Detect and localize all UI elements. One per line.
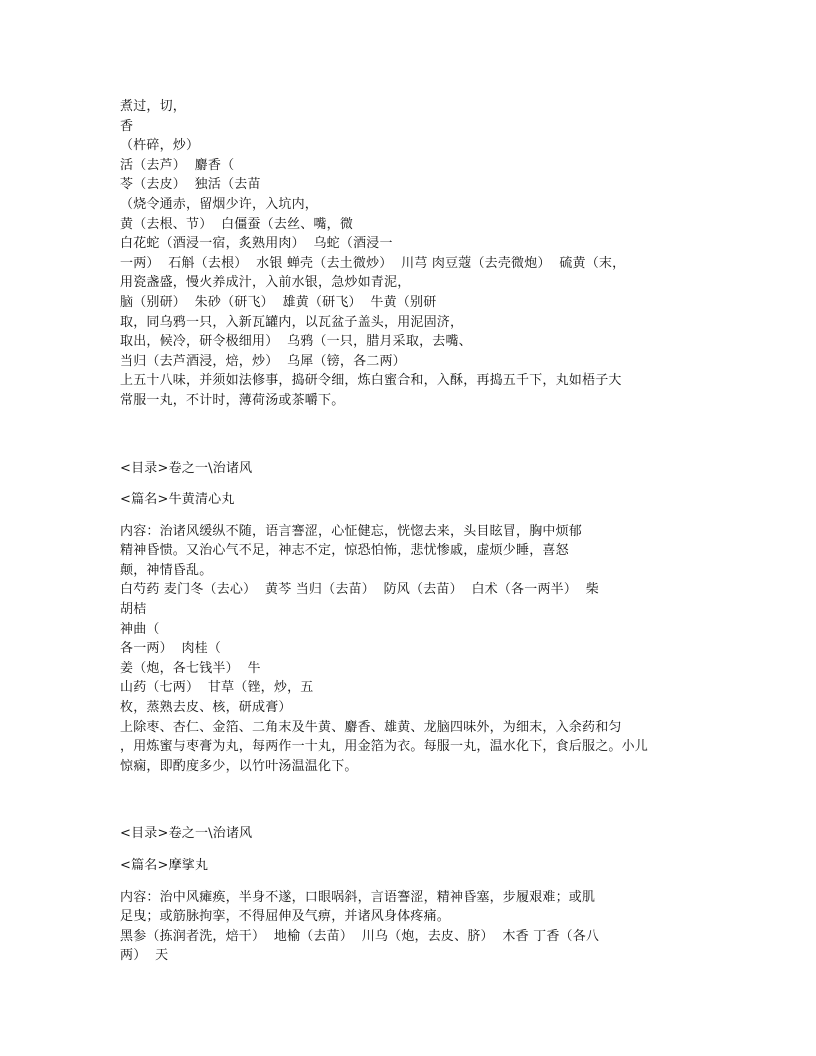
- text-line: 内容：治诸风缓纵不随，语言謇涩，心怔健忘，恍惚去来，头目眩冒，胸中烦郁: [120, 523, 583, 539]
- text-line: 神曲（: [120, 621, 160, 637]
- niuhuang-qingxin-wan-section: [120, 459, 720, 777]
- text-line: 白花蛇（酒浸一宿，炙熟用肉） 乌蛇（酒浸一: [120, 236, 393, 252]
- text-line: 脑（别研） 朱砂（研飞） 雄黄（研飞） 牛黄（别研: [120, 294, 437, 310]
- text-line: 精神昏愦。又治心气不足，神志不定，惊恐怕怖，悲忧惨戚，虚烦少睡，喜怒: [120, 543, 569, 559]
- text-line: 惊痫，即酌度多少，以竹叶汤温温化下。: [120, 758, 358, 774]
- text-line: 足曳；或筋脉拘挛，不得屈伸及气痹，并诸风身体疼痛。: [120, 909, 451, 925]
- text-line: 山药（七两） 甘草（锉，炒，五: [120, 680, 314, 696]
- text-line: 取，同乌鸦一只，入新瓦罐内，以瓦盆子盖头，用泥固济，: [120, 314, 464, 330]
- document-page: [120, 97, 720, 966]
- text-line: 枚，蒸熟去皮、核，研成膏）: [120, 700, 292, 716]
- text-line: 黄（去根、节） 白僵蚕（去丝、嘴，微: [120, 216, 354, 232]
- text-line: 苓（去皮） 独活（去苗: [120, 177, 261, 193]
- text-line: 香: [120, 118, 134, 134]
- text-line: 活（去芦） 麝香（: [120, 157, 235, 173]
- text-line: 上五十八味，并须如法修事，捣研令细，炼白蜜合和，入酥，再捣五千下，丸如梧子大: [120, 373, 622, 389]
- text-line: 煮过，切，: [120, 99, 187, 114]
- text-line: 用瓷盏盛，慢火养成汁，入前水银，急炒如青泥，: [120, 275, 411, 291]
- text-line: （烧令通赤，留烟少许，入坑内，: [120, 196, 319, 212]
- text-line: 胡桔: [120, 602, 147, 618]
- text-line: 上除枣、杏仁、金箔、二角末及牛黄、麝香、雄黄、龙脑四味外，为细末，入余药和匀: [120, 719, 622, 735]
- text-line: 姜（炮，各七钱半） 牛: [120, 660, 261, 676]
- text-line: 常服一丸，不计时，薄荷汤或茶嚼下。: [120, 392, 345, 408]
- text-line: 当归（去芦酒浸，焙，炒） 乌犀（镑，各二两）: [120, 353, 406, 369]
- article-title: <篇名>摩挲丸: [120, 858, 209, 873]
- text-line: 白芍药 麦门冬（去心） 黄芩 当归（去苗） 防风（去苗） 白术（各一两半） 柴: [120, 582, 599, 598]
- catalog-heading: <目录>卷之一\治诸风: [120, 460, 253, 476]
- article-title: <篇名>牛黄清心丸: [120, 492, 235, 508]
- catalog-heading: <目录>卷之一\治诸风: [120, 826, 253, 842]
- text-line: 各一两） 肉桂（: [120, 641, 222, 657]
- text-line: 内容：治中风瘫痪，半身不遂，口眼㖞斜，言语謇涩，精神昏塞，步履艰难；或肌: [120, 889, 596, 905]
- text-line: （杵碎，炒）: [120, 138, 200, 154]
- text-line: 两） 天: [120, 948, 169, 964]
- text-line: 黑参（拣润者洗，焙干） 地榆（去苗） 川乌（炮，去皮、脐） 木香 丁香（各八: [120, 928, 600, 944]
- text-line: 取出，候冷，研令极细用） 乌鸦（一只，腊月采取，去嘴、: [120, 334, 472, 350]
- text-line: 一两） 石斛（去根） 水银 蝉壳（去土微炒） 川芎 肉豆蔻（去壳微炮） 硫黄（末，: [120, 255, 626, 271]
- recipe-fragment-section: [120, 97, 720, 411]
- mosha-wan-section: [120, 824, 720, 966]
- text-line: ，用炼蜜与枣膏为丸，每两作一十丸，用金箔为衣。每服一丸，温水化下，食后服之。小儿: [120, 739, 649, 755]
- text-line: 颠，神情昏乱。: [120, 562, 213, 578]
